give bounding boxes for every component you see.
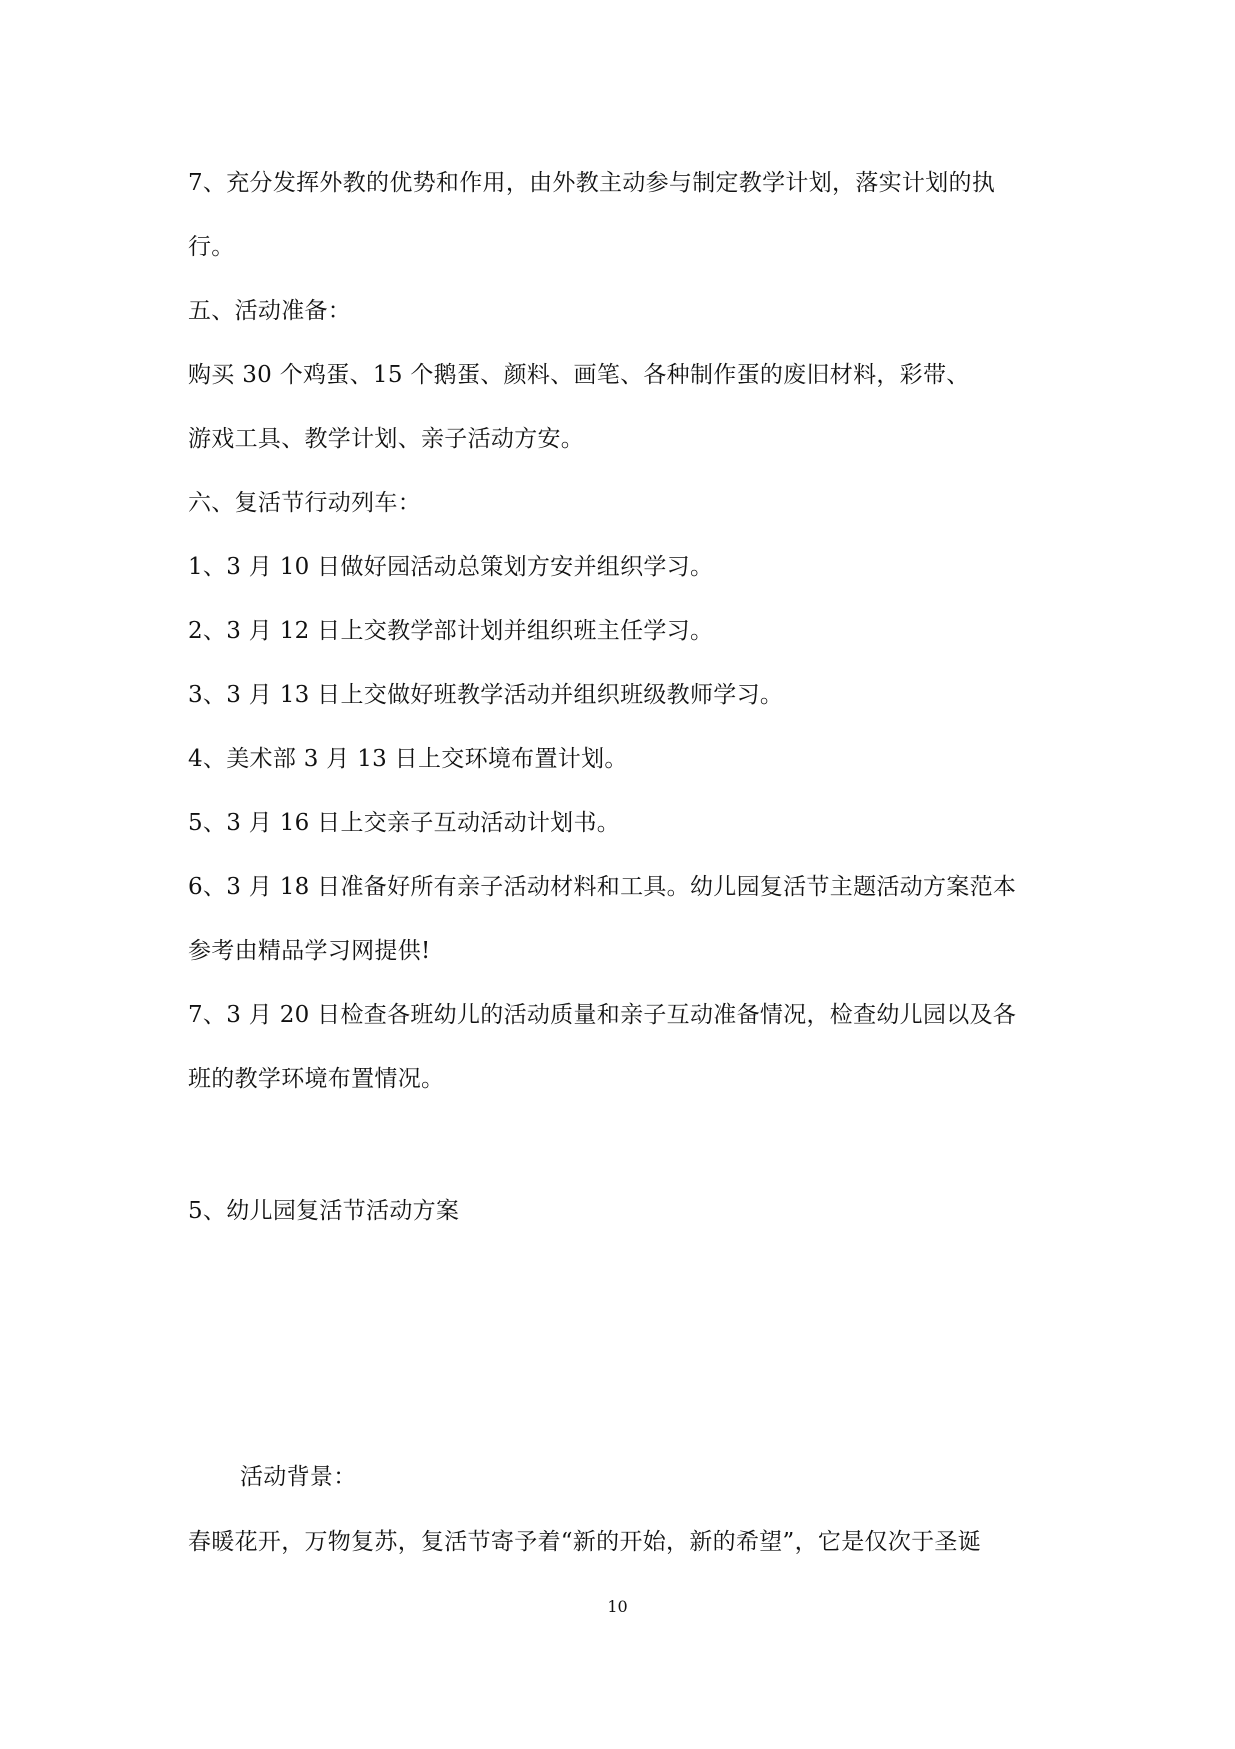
text-line: 购买 30 个鸡蛋、15 个鹅蛋、颜料、画笔、各种制作蛋的废旧材料，彩带、 (188, 362, 970, 388)
section-heading: 五、活动准备： (188, 298, 352, 324)
list-item: 7、3 月 20 日检查各班幼儿的活动质量和亲子互动准备情况，检查幼儿园以及各 (188, 1002, 1017, 1028)
list-item: 6、3 月 18 日准备好所有亲子活动材料和工具。幼儿园复活节主题活动方案范本 (188, 874, 1017, 900)
text-line: 参考由精品学习网提供! (188, 938, 431, 964)
text-line: 班的教学环境布置情况。 (188, 1066, 445, 1092)
section-heading: 六、复活节行动列车： (188, 490, 421, 516)
list-item: 3、3 月 13 日上交做好班教学活动并组织班级教师学习。 (188, 682, 784, 708)
list-item: 2、3 月 12 日上交教学部计划并组织班主任学习。 (188, 618, 714, 644)
text-line: 行。 (188, 234, 235, 260)
text-line: 春暖花开，万物复苏，复活节寄予着“新的开始，新的希望”，它是仅次于圣诞 (188, 1529, 982, 1555)
list-item: 5、3 月 16 日上交亲子互动活动计划书。 (188, 810, 621, 836)
page-number: 10 (607, 1597, 628, 1616)
section-heading: 活动背景： (240, 1464, 357, 1490)
text-line: 7、充分发挥外教的优势和作用，由外教主动参与制定教学计划，落实计划的执 (188, 170, 996, 196)
list-item: 1、3 月 10 日做好园活动总策划方安并组织学习。 (188, 554, 714, 580)
list-item: 4、美术部 3 月 13 日上交环境布置计划。 (188, 746, 628, 772)
section-title: 5、幼儿园复活节活动方案 (188, 1198, 460, 1224)
text-line: 游戏工具、教学计划、亲子活动方安。 (188, 426, 585, 452)
